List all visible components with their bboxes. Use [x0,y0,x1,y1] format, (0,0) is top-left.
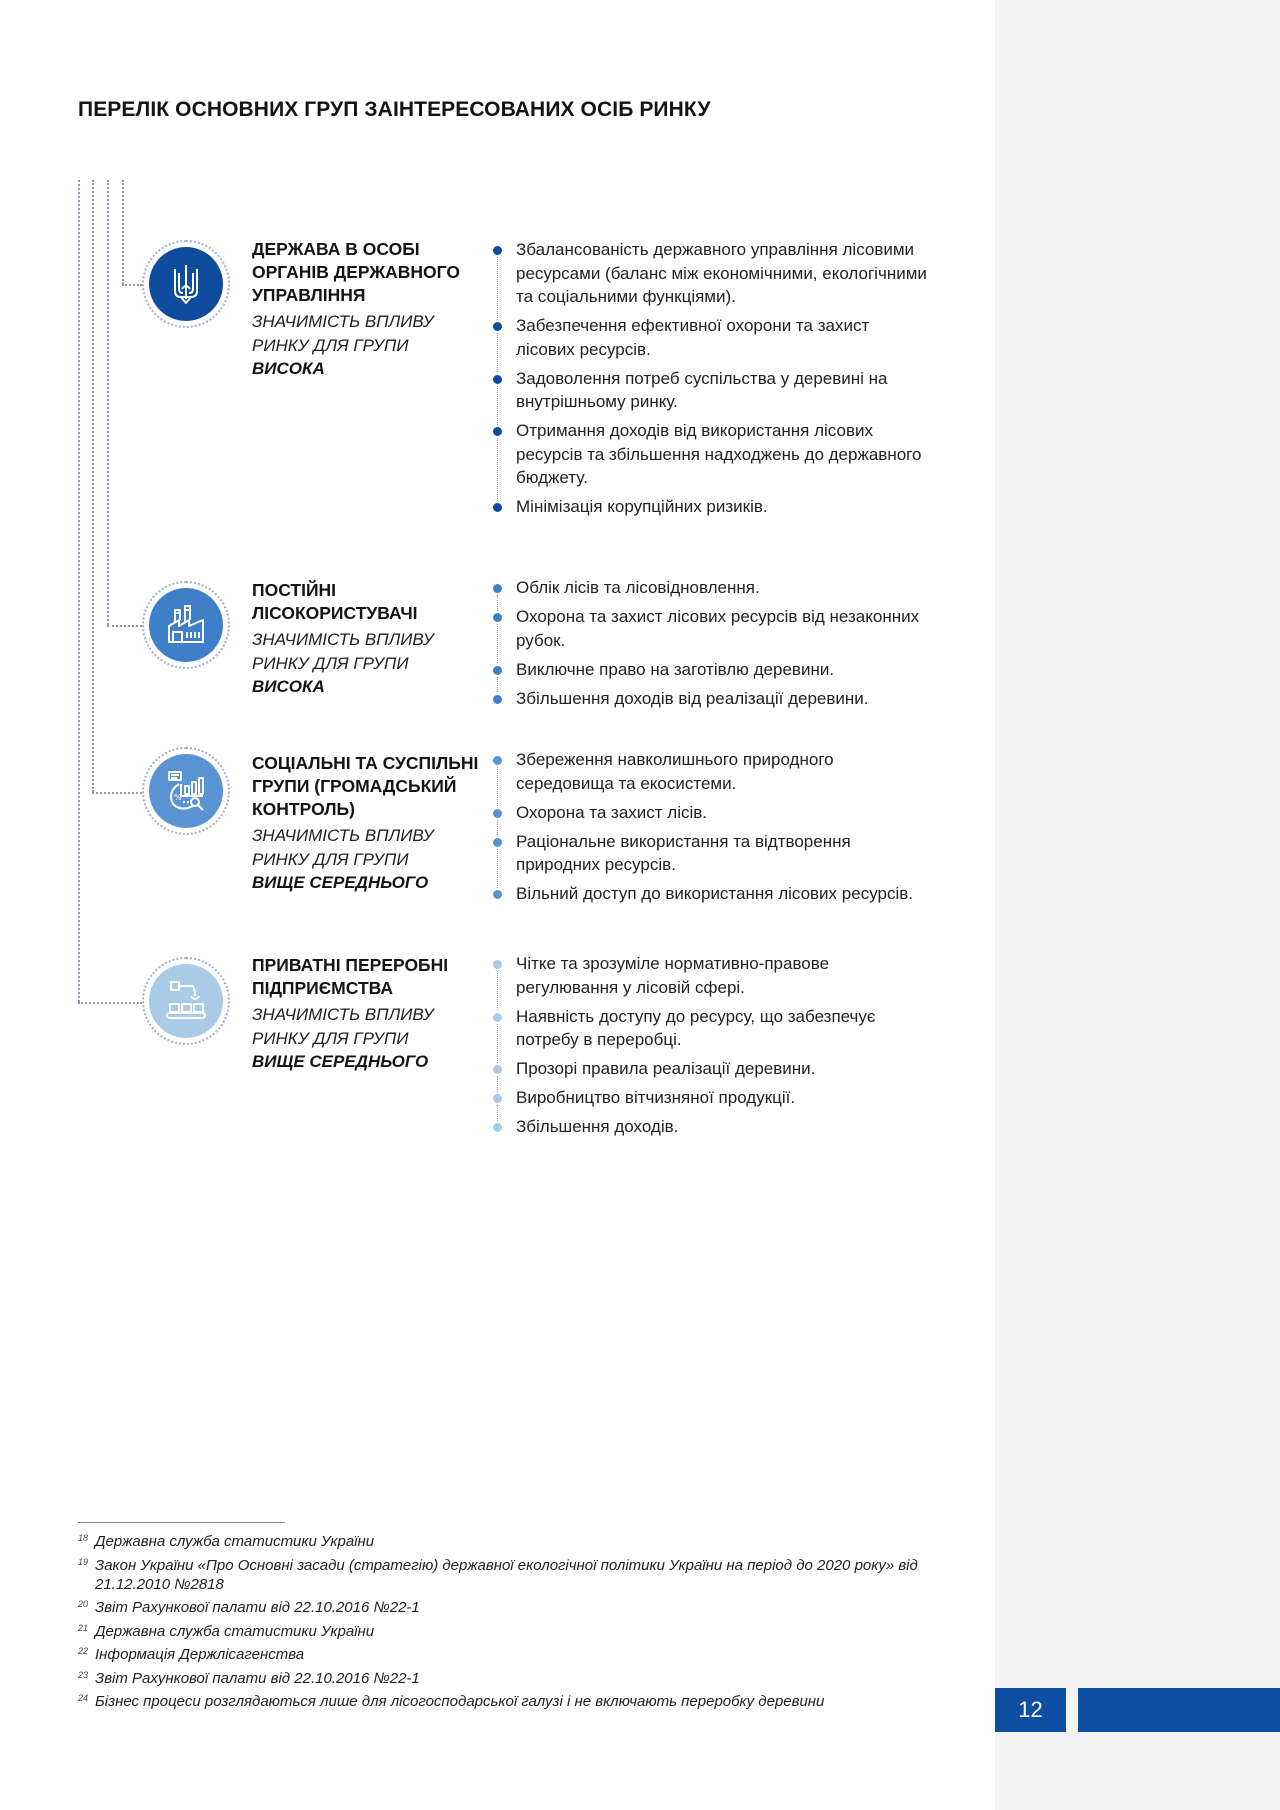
group-info [252,238,482,381]
footnote-number: 21 [78,1622,89,1633]
tree-rail-1 [122,180,124,284]
footnote-divider [78,1522,285,1523]
bullet-dot-icon [493,890,502,899]
footnote: 24 Бізнес процеси розглядаються лише для лісогосподарської галузі і не включають переробку деревини [78,1692,958,1711]
footnote: 23 Звіт Рахункової палати від 22.10.2016 №22-1 [78,1669,958,1688]
footnote-number: 22 [78,1646,89,1656]
group-icon-badge [142,240,230,328]
group-icon-badge [142,957,230,1045]
bullet-dot-icon [493,756,502,765]
bullet-dot-icon [493,503,502,512]
footnote-number: 19 [78,1556,89,1567]
group-info [252,752,482,895]
footnote: 22 Інформація Держлісагенства [78,1645,958,1664]
group-icon-badge [142,747,230,835]
significance-label: ЗНАЧИМІСТЬ ВПЛИВУ РИНКУ ДЛЯ ГРУПИ [252,630,434,673]
group-name: ПОСТІЙНІ ЛІСОКОРИСТУВАЧІ [252,580,418,623]
interest-item: Охорона та захист лісів. [490,801,930,825]
group-name: ДЕРЖАВА В ОСОБІ ОРГАНІВ ДЕРЖАВНОГО УПРАВЛІННЯ [252,239,460,305]
trident-emblem-icon [149,247,223,321]
tree-rail-2 [107,180,109,625]
footnotes-list [78,1532,958,1716]
significance-value: ВИСОКА [252,677,325,696]
factory-icon [149,588,223,662]
significance-label: ЗНАЧИМІСТЬ ВПЛИВУ РИНКУ ДЛЯ ГРУПИ [252,826,434,869]
footnote: 19 Закон України «Про Основні засади (стратегію) державної екологічної політики України на період до 2020 року» від 21.12.2010 №2818 [78,1556,958,1594]
interest-item: Збереження навколишнього природного середовища та екосистеми. [490,748,930,795]
interest-item: Забезпечення ефективної охорони та захист лісових ресурсів. [490,314,930,361]
significance-value: ВИСОКА [252,359,325,378]
significance-value: ВИЩЕ СЕРЕДНЬОГО [252,873,429,892]
interest-item: Збалансованість державного управління лісовими ресурсами (баланс між економічними, екологічними та соціальними функціями). [490,238,930,309]
interest-item: Наявність доступу до ресурсу, що забезпечує потребу в переробці. [490,1005,930,1052]
footnote-number: 18 [78,1533,89,1543]
analytics-icon [149,754,223,828]
bullet-dot-icon [493,427,502,436]
conveyor-robot-arm-icon [149,964,223,1038]
interest-item: Збільшення доходів. [490,1115,930,1139]
footnote-number: 23 [78,1669,89,1680]
bullet-dot-icon [493,1094,502,1103]
footnote: 18 Державна служба статистики України [78,1532,958,1551]
footnote-number: 24 [78,1693,89,1703]
bullet-dot-icon [493,695,502,704]
interests-list [490,952,930,1144]
interest-item: Охорона та захист лісових ресурсів від незаконних рубок. [490,605,930,652]
group-info [252,579,482,699]
group-name: СОЦІАЛЬНІ ТА СУСПІЛЬНІ ГРУПИ (ГРОМАДСЬКИЙ КОНТРОЛЬ) [252,753,479,819]
footnote-number: 20 [78,1599,89,1609]
group-info [252,954,482,1074]
interest-item: Облік лісів та лісовідновлення. [490,576,930,600]
connector-2 [107,625,142,627]
bullet-dot-icon [493,375,502,384]
page-title: ПЕРЕЛІК ОСНОВНИХ ГРУП ЗАІНТЕРЕСОВАНИХ ОСІБ РИНКУ [78,98,711,121]
interest-item: Задоволення потреб суспільства у деревині на внутрішньому ринку. [490,367,930,414]
bullet-dot-icon [493,1013,502,1022]
bullet-dot-icon [493,322,502,331]
footnote: 21 Державна служба статистики України [78,1622,958,1641]
interest-item: Мінімізація корупційних ризиків. [490,495,930,519]
significance-label: ЗНАЧИМІСТЬ ВПЛИВУ РИНКУ ДЛЯ ГРУПИ [252,312,434,355]
significance-label: ЗНАЧИМІСТЬ ВПЛИВУ РИНКУ ДЛЯ ГРУПИ [252,1005,434,1048]
group-name: ПРИВАТНІ ПЕРЕРОБНІ ПІДПРИЄМСТВА [252,955,449,998]
group-icon-badge [142,581,230,669]
connector-1 [122,284,142,286]
connector-4 [78,1002,142,1004]
svg-text:%: % [174,793,182,802]
interest-item: Вільний доступ до використання лісових ресурсів. [490,882,930,906]
interest-item: Виключне право на заготівлю деревини. [490,658,930,682]
interest-item: Виробництво вітчизняної продукції. [490,1086,930,1110]
bullet-dot-icon [493,246,502,255]
tree-rail-3 [92,180,94,792]
side-panel [995,0,1280,1810]
interest-item: Чітке та зрозуміле нормативно-правове регулювання у лісовій сфері. [490,952,930,999]
page-footer-bar [1078,1688,1280,1732]
interests-list [490,238,930,524]
bullet-dot-icon [493,809,502,818]
footnote: 20 Звіт Рахункової палати від 22.10.2016 №22-1 [78,1598,958,1617]
bullet-dot-icon [493,1065,502,1074]
tree-rail-4 [78,180,80,1002]
interest-item: Збільшення доходів від реалізації деревини. [490,687,930,711]
significance-value: ВИЩЕ СЕРЕДНЬОГО [252,1052,429,1071]
bullet-dot-icon [493,960,502,969]
interest-item: Прозорі правила реалізації деревини. [490,1057,930,1081]
bullet-dot-icon [493,666,502,675]
interest-item: Отримання доходів від використання лісових ресурсів та збільшення надходжень до державного бюджету. [490,419,930,490]
bullet-dot-icon [493,838,502,847]
bullet-dot-icon [493,584,502,593]
interests-list [490,748,930,911]
bullet-dot-icon [493,1123,502,1132]
interests-list [490,576,930,716]
bullet-dot-icon [493,613,502,622]
interest-item: Раціональне використання та відтворення природних ресурсів. [490,830,930,877]
connector-3 [92,792,142,794]
page-number: 12 [995,1688,1066,1732]
